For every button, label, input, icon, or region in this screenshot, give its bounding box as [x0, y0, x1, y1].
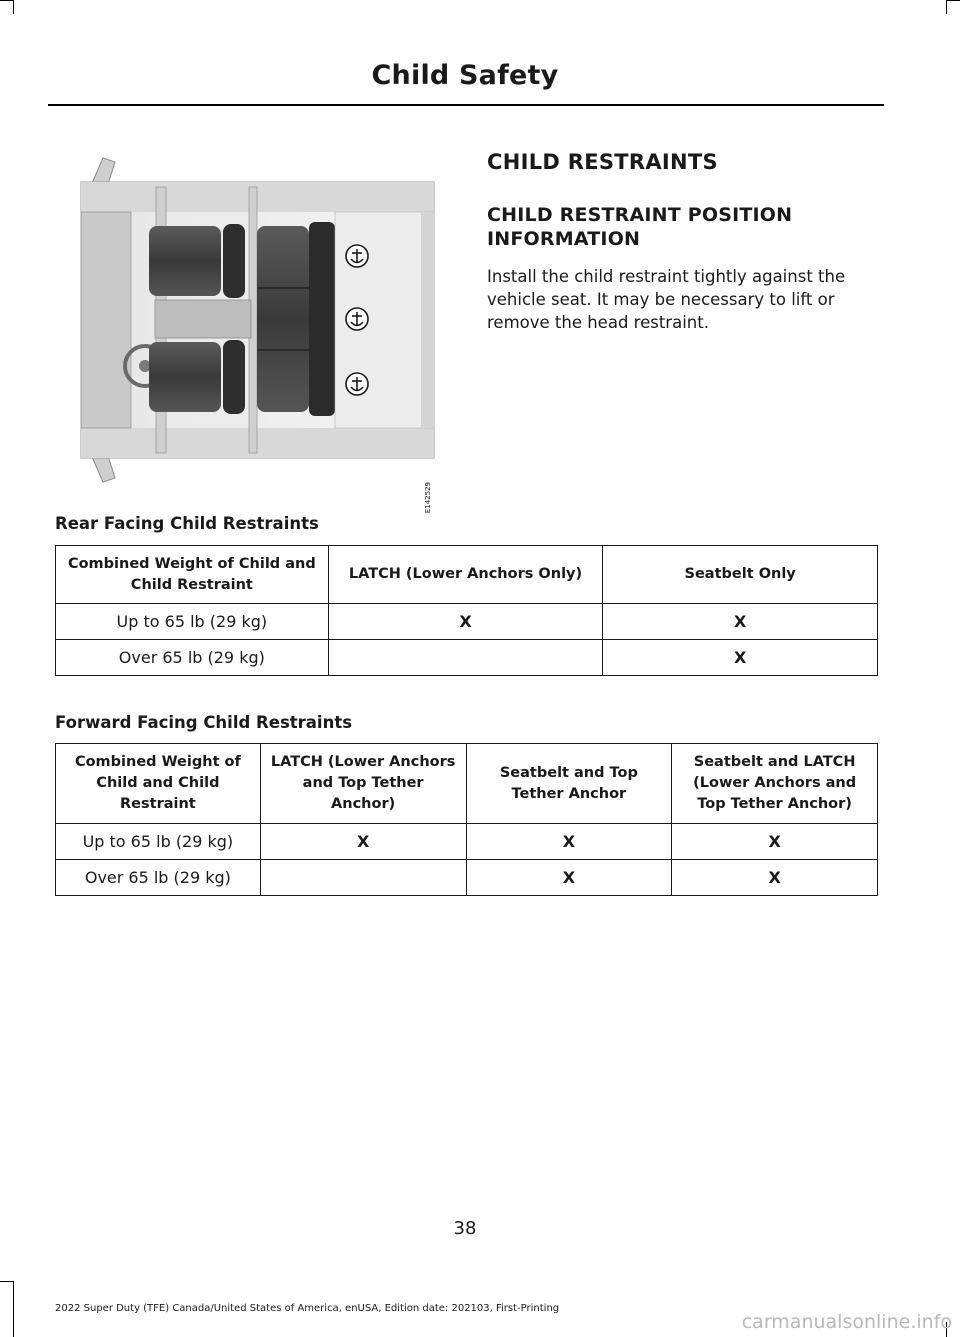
table-cell: Over 65 lb (29 kg) — [56, 860, 261, 896]
rear-table-title: Rear Facing Child Restraints — [55, 514, 319, 533]
table-cell: X — [466, 860, 672, 896]
table-cell: X — [603, 604, 878, 640]
table-row — [56, 860, 878, 896]
table-row — [56, 604, 878, 640]
crop-mark — [0, 0, 13, 1]
table-cell: Up to 65 lb (29 kg) — [56, 604, 329, 640]
forward-facing-table — [55, 743, 878, 896]
figure-image-id: E142529 — [424, 482, 432, 514]
table-cell: X — [328, 604, 603, 640]
instruction-paragraph: Install the child restraint tightly against the vehicle seat. It may be necessary to lift or remove the head restraint. — [487, 267, 846, 332]
footer-edition-text: 2022 Super Duty (TFE) Canada/United States of America, enUSA, Edition date: 202103, First-Printing — [55, 1303, 560, 1314]
table-row — [56, 824, 878, 860]
header-rule — [48, 104, 884, 106]
table-header-cell: Seatbelt Only — [603, 546, 878, 604]
section-heading: CHILD RESTRAINTS — [487, 150, 718, 174]
table-cell: X — [672, 860, 878, 896]
subsection-heading: CHILD RESTRAINT POSITION INFORMATION — [487, 204, 793, 250]
tether-anchor-icon — [346, 245, 368, 267]
table-cell — [328, 640, 603, 676]
watermark: carmanualsonline.info — [741, 1311, 952, 1333]
table-header-cell: Combined Weight of Child and Child Restraint — [56, 546, 329, 604]
table-cell: X — [260, 824, 466, 860]
table-header-cell: Seatbelt and LATCH (Lower Anchors and Top Tether Anchor) — [672, 744, 878, 824]
main-content — [487, 148, 882, 334]
page-header-title: Child Safety — [371, 60, 559, 91]
table-cell: X — [672, 824, 878, 860]
table-cell: Up to 65 lb (29 kg) — [56, 824, 261, 860]
table-cell: Over 65 lb (29 kg) — [56, 640, 329, 676]
rear-facing-table — [55, 545, 878, 676]
crop-mark — [946, 0, 960, 1]
table-cell: X — [603, 640, 878, 676]
crop-mark — [0, 1281, 13, 1282]
table-cell — [260, 860, 466, 896]
tether-anchor-icon — [346, 373, 368, 395]
table-header-cell: Combined Weight of Child and Child Restraint — [56, 744, 261, 824]
page-number: 38 — [453, 1218, 477, 1239]
table-row — [56, 640, 878, 676]
table-cell: X — [466, 824, 672, 860]
crop-mark — [13, 0, 14, 14]
table-header-cell: Seatbelt and Top Tether Anchor — [466, 744, 672, 824]
vehicle-top-view-figure — [81, 152, 434, 514]
table-header-cell: LATCH (Lower Anchors Only) — [328, 546, 603, 604]
tether-anchor-icon — [346, 308, 368, 330]
table-header-cell: LATCH (Lower Anchors and Top Tether Anchor) — [260, 744, 466, 824]
crop-mark — [13, 1281, 14, 1337]
forward-table-title: Forward Facing Child Restraints — [55, 713, 353, 732]
crop-mark — [946, 0, 947, 14]
